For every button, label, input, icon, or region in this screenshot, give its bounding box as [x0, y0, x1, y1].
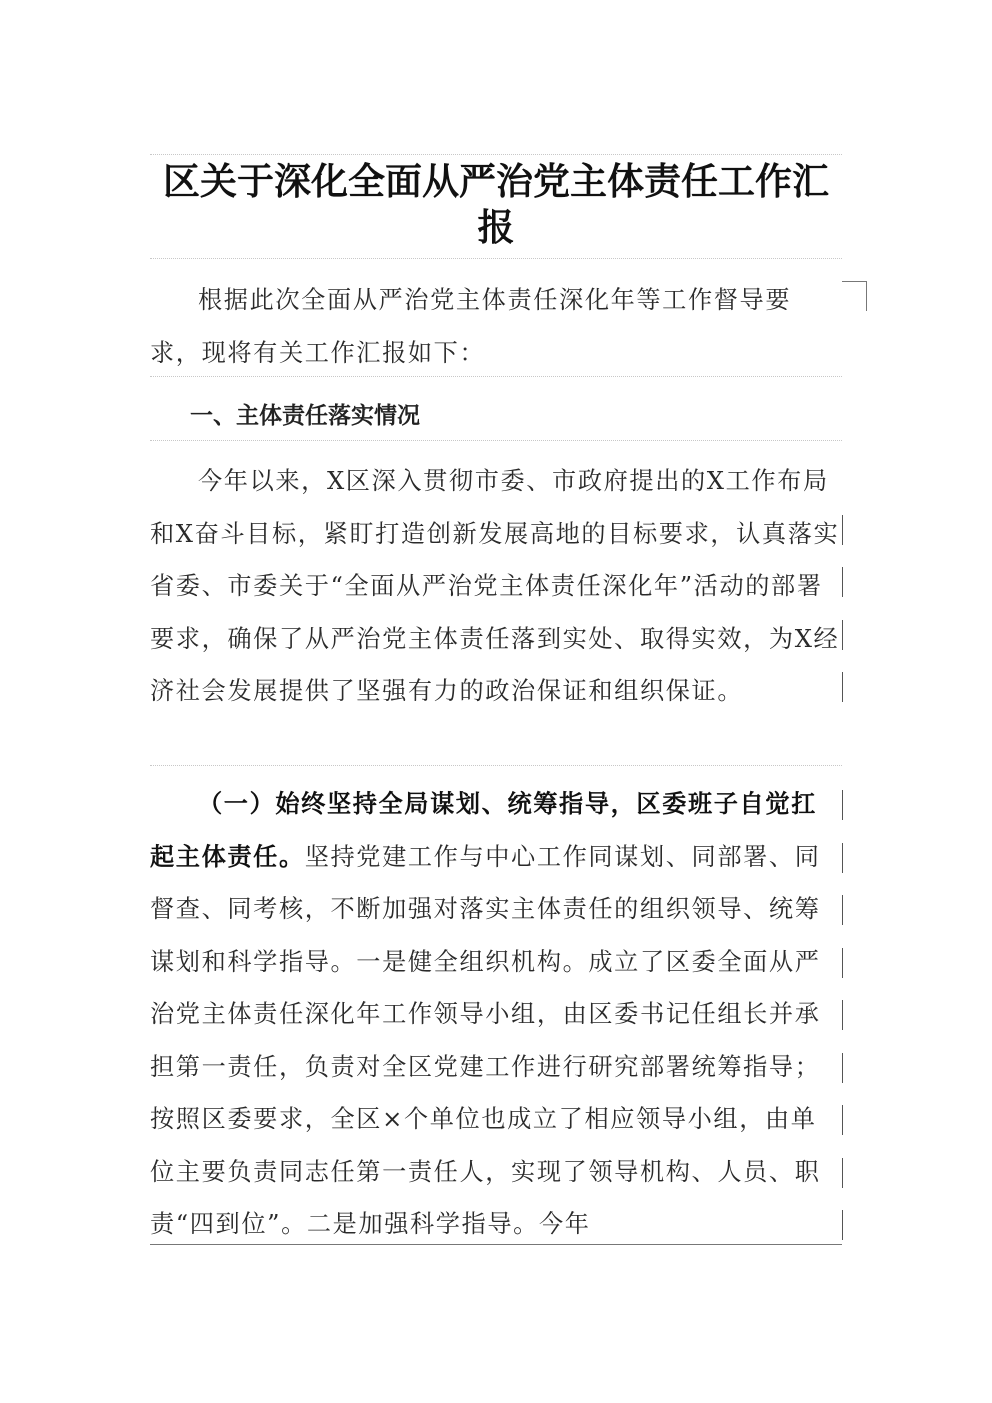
divider [150, 765, 842, 766]
section-heading: 一、主体责任落实情况 [190, 403, 420, 429]
margin-mark [842, 620, 843, 650]
margin-mark [842, 672, 843, 702]
margin-mark [842, 1105, 843, 1135]
divider [150, 258, 842, 259]
subsection-paragraph [150, 778, 842, 1251]
margin-mark [842, 895, 843, 925]
divider [150, 440, 842, 441]
section-paragraph: 今年以来，X区深入贯彻市委、市政府提出的X工作布局和X奋斗目标，紧盯打造创新发展高地的目标要求，认真落实省委、市委关于“全面从严治党主体责任深化年”活动的部署要求，确保了从严治党主体责任落到实处、取得实效，为X经济社会发展提供了坚强有力的政治保证和组织保证。 [150, 467, 840, 705]
document-title: 区关于深化全面从严治党主体责任工作汇报 [163, 159, 829, 249]
intro-paragraph: 根据此次全面从严治党主体责任深化年等工作督导要求，现将有关工作汇报如下： [150, 286, 792, 367]
margin-mark [842, 1158, 843, 1188]
margin-corner-mark [842, 281, 867, 311]
subsection-heading: （一）始终坚持全局谋划、统筹指导，区委班子自觉扛起主体责任。 [150, 789, 817, 871]
margin-mark [842, 515, 843, 545]
margin-mark [842, 1210, 843, 1240]
page-bottom-rule [150, 1244, 842, 1245]
divider [150, 376, 842, 377]
subsection-text: 坚持党建工作与中心工作同谋划、同部署、同督查、同考核，不断加强对落实主体责任的组织领导、统筹谋划和科学指导。一是健全组织机构。成立了区委全面从严治党主体责任深化年工作领导小组，由区委书记任组长并承担第一责任，负责对全区党建工作进行研究部署统筹指导；按照区委要求，全区×个单位也成立了相应领导小组，由单位主要负责同志任第一责任人，实现了领导机构、人员、职责“四到位”。二是加强科学指导。今年 [150, 842, 821, 1238]
margin-mark [842, 948, 843, 978]
margin-mark [842, 1053, 843, 1083]
margin-mark [842, 790, 843, 820]
margin-mark [842, 1000, 843, 1030]
divider [150, 154, 842, 155]
margin-mark [842, 843, 843, 873]
margin-mark [842, 567, 843, 597]
